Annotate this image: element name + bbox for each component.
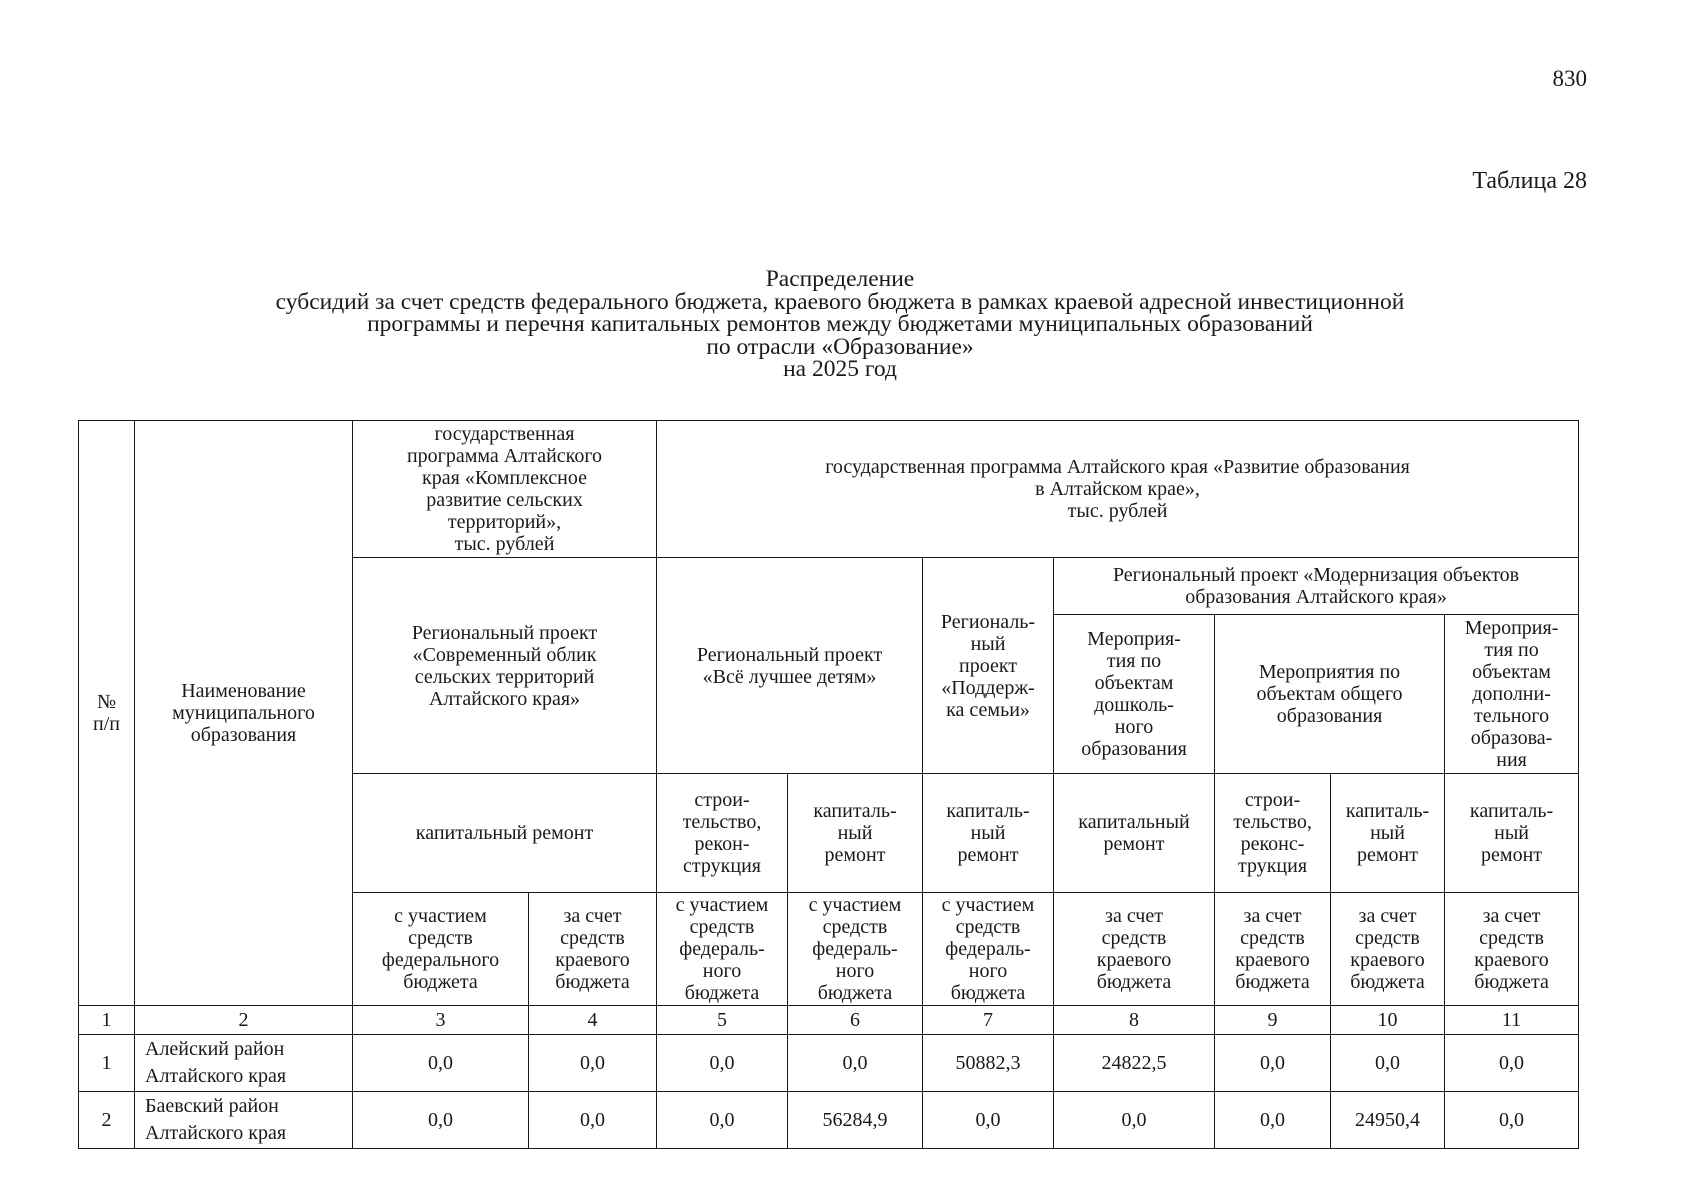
header-events-additional: Мероприя- тия по объектам дополни- тельного образова- ния <box>1445 615 1579 774</box>
column-number: 7 <box>923 1006 1054 1035</box>
table-cell: 24822,5 <box>1054 1035 1215 1092</box>
header-construction-9: строи- тельство, реконс- трукция <box>1215 774 1331 893</box>
header-source-4: за счет средств краевого бюджета <box>529 893 657 1006</box>
table-cell: 24950,4 <box>1331 1092 1445 1149</box>
header-source-5: с участием средств федераль- ного бюджета <box>657 893 788 1006</box>
header-source-10: за счет средств краевого бюджета <box>1331 893 1445 1006</box>
header-source-8: за счет средств краевого бюджета <box>1054 893 1215 1006</box>
column-number: 1 <box>79 1006 135 1035</box>
header-source-7: с участием средств федераль- ного бюджета <box>923 893 1054 1006</box>
title-line-4: по отрасли «Образование» <box>706 333 974 360</box>
header-capital-11: капиталь- ный ремонт <box>1445 774 1579 893</box>
column-number: 5 <box>657 1006 788 1035</box>
header-source-11: за счет средств краевого бюджета <box>1445 893 1579 1006</box>
table-cell: 50882,3 <box>923 1035 1054 1092</box>
header-capital-7: капиталь- ный ремонт <box>923 774 1054 893</box>
table-cell: 0,0 <box>1215 1092 1331 1149</box>
table-cell: 0,0 <box>923 1092 1054 1149</box>
row-number: 2 <box>79 1092 135 1149</box>
header-source-9: за счет средств краевого бюджета <box>1215 893 1331 1006</box>
page-number: 830 <box>1552 66 1587 91</box>
municipality-name: Алейский район Алтайского края <box>135 1035 353 1092</box>
header-events-preschool: Мероприя- тия по объектам дошколь- ного образования <box>1054 615 1215 774</box>
header-source-3: с участием средств федерального бюджета <box>353 893 529 1006</box>
header-capital-10: капиталь- ный ремонт <box>1331 774 1445 893</box>
column-number: 9 <box>1215 1006 1331 1035</box>
table-cell: 0,0 <box>529 1092 657 1149</box>
column-number: 4 <box>529 1006 657 1035</box>
header-rp-family: Региональ- ный проект «Поддерж- ка семьи» <box>923 558 1054 774</box>
header-rp-modernization: Региональный проект «Модернизация объектов образования Алтайского края» <box>1054 558 1579 615</box>
header-program-education: государственная программа Алтайского края «Развитие образования в Алтайском крае», тыс. рублей <box>657 421 1579 558</box>
table-cell: 0,0 <box>529 1035 657 1092</box>
table-cell: 0,0 <box>353 1092 529 1149</box>
column-number: 6 <box>788 1006 923 1035</box>
table-cell: 0,0 <box>1331 1035 1445 1092</box>
header-capital-6: капиталь- ный ремонт <box>788 774 923 893</box>
table-cell: 0,0 <box>788 1035 923 1092</box>
column-number: 8 <box>1054 1006 1215 1035</box>
column-number: 2 <box>135 1006 353 1035</box>
column-numbers-row <box>79 1006 1579 1035</box>
table-cell: 0,0 <box>1215 1035 1331 1092</box>
header-capital-repair: капитальный ремонт <box>353 774 657 893</box>
municipality-name: Баевский район Алтайского края <box>135 1092 353 1149</box>
column-number: 11 <box>1445 1006 1579 1035</box>
header-events-general: Мероприятия по объектам общего образования <box>1215 615 1445 774</box>
table-row <box>79 1092 1579 1149</box>
title-line-5: на 2025 год <box>783 356 897 382</box>
title-line-1: Распределение <box>765 266 915 292</box>
header-rp-rural: Региональный проект «Современный облик сельских территорий Алтайского края» <box>353 558 657 774</box>
header-rp-best-children: Региональный проект «Всё лучшее детям» <box>657 558 923 774</box>
header-program-rural: государственная программа Алтайского края «Комплексное развитие сельских территорий», тыс. рублей <box>353 421 657 558</box>
header-num: № п/п <box>79 421 135 1006</box>
column-number: 10 <box>1331 1006 1445 1035</box>
header-capital-8: капитальный ремонт <box>1054 774 1215 893</box>
table-label: Таблица 28 <box>1472 168 1587 194</box>
table-cell: 0,0 <box>1054 1092 1215 1149</box>
table-cell: 56284,9 <box>788 1092 923 1149</box>
table-cell: 0,0 <box>1445 1035 1579 1092</box>
table-row <box>79 1035 1579 1092</box>
title-line-3: программы и перечня капитальных ремонтов между бюджетами муниципальных образований <box>367 311 1313 337</box>
subsidies-table <box>78 420 1579 1149</box>
column-number: 3 <box>353 1006 529 1035</box>
header-source-6: с участием средств федераль- ного бюджета <box>788 893 923 1006</box>
table-cell: 0,0 <box>657 1092 788 1149</box>
header-construction-5: строи- тельство, рекон- струкция <box>657 774 788 893</box>
table-cell: 0,0 <box>1445 1092 1579 1149</box>
title-line-2: субсидий за счет средств федерального бюджета, краевого бюджета в рамках краевой адресной инвестиционной <box>275 288 1405 315</box>
table-cell: 0,0 <box>353 1035 529 1092</box>
document-title <box>60 268 1620 381</box>
header-name: Наименование муниципального образования <box>135 421 353 1006</box>
row-number: 1 <box>79 1035 135 1092</box>
table-cell: 0,0 <box>657 1035 788 1092</box>
